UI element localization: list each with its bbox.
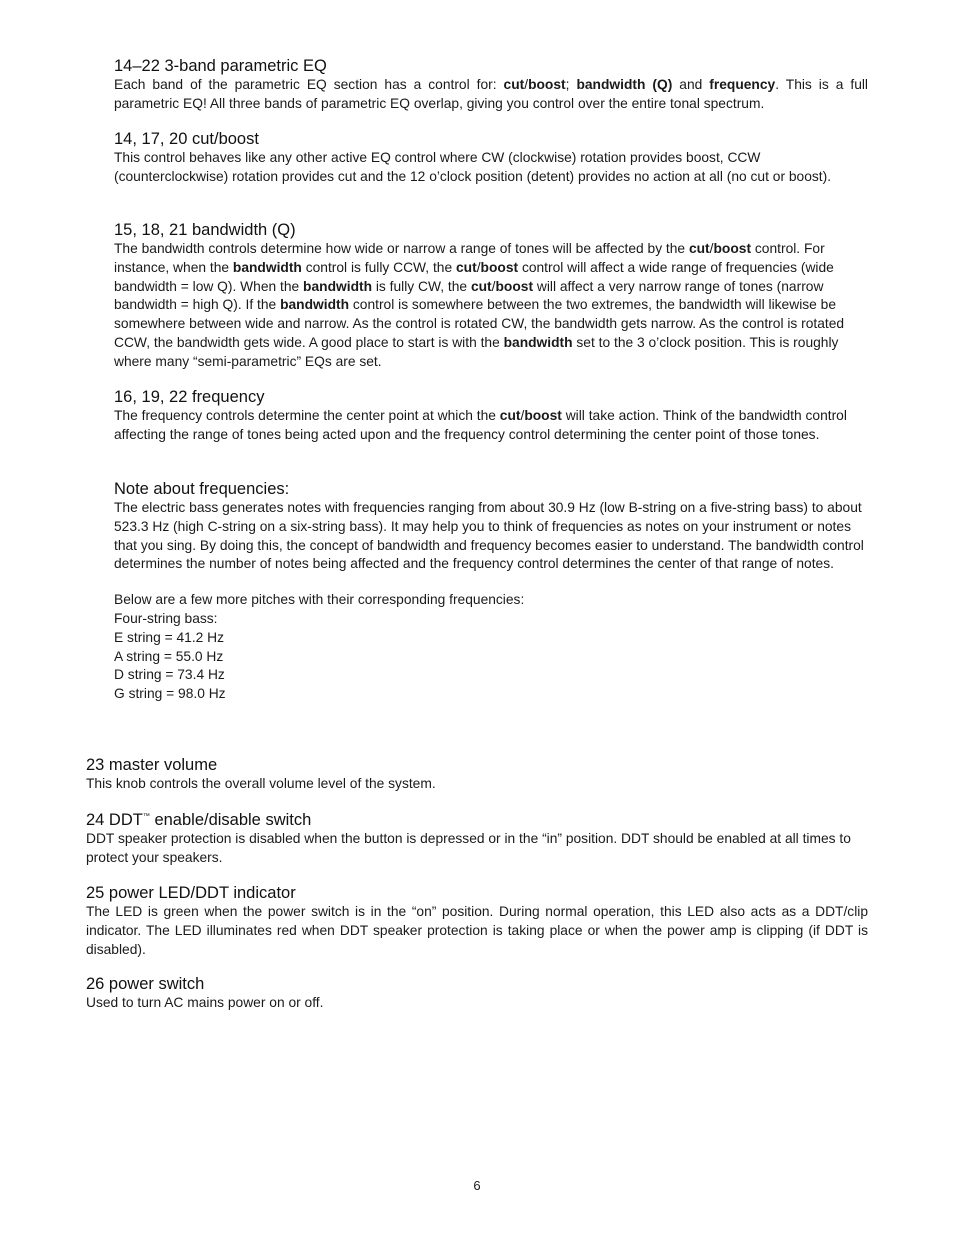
section-frequency (114, 387, 868, 445)
section-body: The electric bass generates notes with frequencies ranging from about 30.9 Hz (low B-string on a five-string bass) to about 523.3 Hz (high C-string on a six-string bass). It may help you to think of frequencies as notes on your instrument or notes that you sing. By doing this, the concept of bandwidth and frequency becomes easier to understand. The bandwidth control determines the number of notes being affected and the frequency control determines the center of that range of notes. (114, 500, 864, 572)
section-body: The bandwidth controls determine how wide or narrow a range of tones will be affected by the cut/boost control. For instance, when the bandwidth control is fully CCW, the cut/boost control will affect a wide range of frequencies (wide bandwidth = low Q). When the bandwidth is fully CW, the cut/boost will affect a very narrow range of tones (narrow bandwidth = high Q). If the bandwidth control is somewhere between the two extremes, the bandwidth will likewise be somewhere between wide and narrow. As the control is rotated CW, the bandwidth gets narrow. As the control is rotated CCW, the bandwidth gets wide. A good place to start is with the bandwidth set to the 3 o’clock position. This is roughly where many “semi-parametric” EQs are set. (114, 241, 845, 369)
section-body: The LED is green when the power switch is in the “on” position. During normal operation, this LED also acts as a DDT/clip indicator. The LED illuminates red when DDT speaker protection is taking place or when the power amp is clipping (if DDT is disabled). (86, 904, 868, 957)
section-note-frequencies (114, 479, 868, 704)
section-bandwidth (114, 220, 868, 372)
section-cut-boost (114, 129, 868, 187)
section-parametric-eq (114, 56, 868, 114)
section-body: DDT speaker protection is disabled when the button is depressed or in the “in” position. DDT should be enabled at all times to protect your speakers. (86, 831, 851, 865)
section-body: This knob controls the overall volume level of the system. (86, 776, 436, 791)
trademark-symbol: ™ (142, 813, 150, 820)
section-master-volume (86, 755, 868, 794)
section-heading: 23 master volume (86, 756, 218, 774)
pitch-list-item: G string = 98.0 Hz (114, 686, 226, 702)
section-heading: 14, 17, 20 cut/boost (114, 130, 259, 148)
section-heading: Note about frequencies: (114, 480, 290, 498)
section-ddt-switch (86, 810, 868, 868)
section-body: Each band of the parametric EQ section has a control for: cut/boost; bandwidth (Q) and frequency. This is a full parametric EQ! All three bands of parametric EQ overlap, giving you control over the entire tonal spectrum. (114, 77, 869, 111)
section-heading: 16, 19, 22 frequency (114, 388, 265, 406)
pitch-intro: Below are a few more pitches with their corresponding frequencies: (114, 592, 525, 608)
pitch-list-item: A string = 55.0 Hz (114, 648, 224, 664)
section-heading: 15, 18, 21 bandwidth (Q) (114, 221, 296, 239)
section-body: The frequency controls determine the center point at which the cut/boost will take action. Think of the bandwidth control affecting the range of tones being acted upon and the frequency control determining the center point of those tones. (114, 408, 847, 442)
section-power-switch (86, 974, 868, 1013)
pitch-list-item: D string = 73.4 Hz (114, 667, 225, 683)
section-heading: 26 power switch (86, 975, 205, 993)
section-heading: 14–22 3-band parametric EQ (114, 57, 327, 75)
section-power-led (86, 883, 868, 959)
page-number: 6 (473, 1178, 481, 1193)
pitch-subhead: Four-string bass: (114, 610, 218, 626)
section-body: Used to turn AC mains power on or off. (86, 995, 324, 1010)
section-heading: 25 power LED/DDT indicator (86, 884, 296, 902)
section-body: This control behaves like any other active EQ control where CW (clockwise) rotation provides boost, CCW (counterclockwise) rotation provides cut and the 12 o’clock position (detent) provides no action at all (no cut or boost). (114, 150, 832, 184)
section-heading: 24 DDT™ enable/disable switch (86, 811, 312, 829)
pitch-list-item: E string = 41.2 Hz (114, 629, 225, 645)
